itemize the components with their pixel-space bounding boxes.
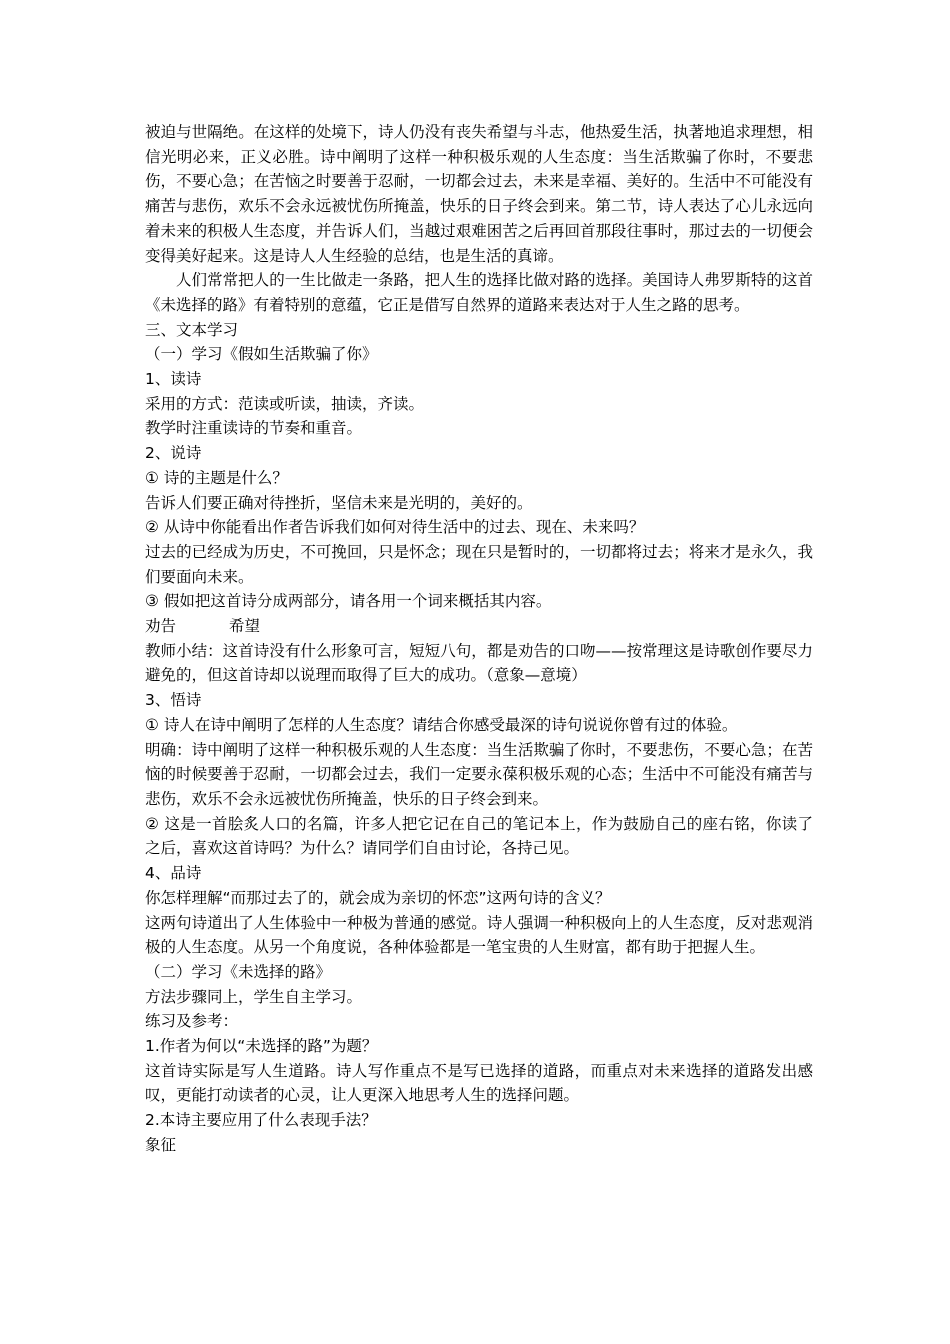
exercise-1-answer: 这首诗实际是写人生道路。诗人写作重点不是写已选择的道路，而重点对未来选择的道路发出感叹，更能打动读者的心灵，让人更深入地思考人生的选择问题。 bbox=[145, 1061, 813, 1105]
method-note: 方法步骤同上，学生自主学习。 bbox=[145, 987, 363, 1006]
part-heading-2: （二）学习《未选择的路》 bbox=[145, 962, 332, 981]
section-heading-3: 三、文本学习 bbox=[145, 320, 239, 339]
exercise-2-question: 2.本诗主要应用了什么表现手法？ bbox=[145, 1111, 377, 1130]
exercise-1-question: 1.作者为何以“未选择的路”为题？ bbox=[145, 1037, 378, 1056]
intro-paragraph-1: 被迫与世隔绝。在这样的处境下，诗人仍没有丧失希望与斗志，他热爱生活，执著地追求理想，相信光明必来，正义必胜。诗中阐明了这样一种积极乐观的人生态度：当生活欺骗了你时，不要悲伤，不要心急；在苦恼之时要善于忍耐，一切都会过去，未来是幸福、美好的。生活中不可能没有痛苦与悲伤，欢乐不会永远被忧伤所掩盖，快乐的日子终会到来。第二节，诗人表达了心儿永远向着未来的积极人生态度，并告诉人们，当越过艰难困苦之后再回首那段往事时，那过去的一切便会变得美好起来。这是诗人人生经验的总结，也是生活的真谛。 bbox=[145, 123, 813, 265]
intro-paragraph-2: 人们常常把人的一生比做走一条路，把人生的选择比做对路的选择。美国诗人弗罗斯特的这首《未选择的路》有着特别的意蕴，它正是借写自然界的道路来表达对于人生之路的思考。 bbox=[145, 271, 813, 314]
question-3: ③ 假如把这首诗分成两部分，请各用一个词来概括其内容。 bbox=[145, 592, 552, 611]
subheading-feel: 3、悟诗 bbox=[145, 691, 202, 710]
read-note: 教学时注重读诗的节奏和重音。 bbox=[145, 419, 363, 438]
answer-3 bbox=[145, 614, 813, 639]
read-method: 采用的方式：范读或听读，抽读，齐读。 bbox=[145, 394, 425, 413]
subheading-speak: 2、说诗 bbox=[145, 444, 202, 463]
question-4: ① 诗人在诗中阐明了怎样的人生态度？请结合你感受最深的诗句说说你曾有过的体验。 bbox=[145, 715, 738, 734]
subheading-taste: 4、品诗 bbox=[145, 864, 202, 883]
practice-heading: 练习及参考： bbox=[145, 1012, 239, 1031]
teacher-summary: 教师小结：这首诗没有什么形象可言，短短八句，都是劝告的口吻——按常理这是诗歌创作要尽力避免的，但这首诗却以说理而取得了巨大的成功。（意象—意境） bbox=[145, 641, 813, 685]
answer-3-word-2: 希望 bbox=[229, 617, 261, 636]
subheading-read: 1、读诗 bbox=[145, 370, 202, 389]
question-1: ① 诗的主题是什么？ bbox=[145, 468, 288, 487]
question-2: ② 从诗中你能看出作者告诉我们如何对待生活中的过去、现在、未来吗？ bbox=[145, 518, 645, 537]
answer-1: 告诉人们要正确对待挫折，坚信未来是光明的，美好的。 bbox=[145, 493, 533, 512]
answer-6: 这两句诗道出了人生体验中一种极为普通的感觉。诗人强调一种积极向上的人生态度，反对悲观消极的人生态度。从另一个角度说，各种体验都是一笔宝贵的人生财富，都有助于把握人生。 bbox=[145, 913, 813, 957]
question-6: 你怎样理解“而那过去了的，就会成为亲切的怀恋”这两句诗的含义？ bbox=[145, 888, 611, 907]
question-5: ② 这是一首脍炙人口的名篇，许多人把它记在自己的笔记本上，作为鼓励自己的座右铭，你读了之后，喜欢这首诗吗？为什么？请同学们自由讨论，各持己见。 bbox=[145, 814, 813, 858]
answer-4: 明确：诗中阐明了这样一种积极乐观的人生态度：当生活欺骗了你时，不要悲伤，不要心急；在苦恼的时候要善于忍耐，一切都会过去，我们一定要永葆积极乐观的心态；生活中不可能没有痛苦与悲伤，欢乐不会永远被忧伤所掩盖，快乐的日子终会到来。 bbox=[145, 740, 813, 808]
answer-3-word-1: 劝告 bbox=[145, 617, 177, 636]
part-heading-1: （一）学习《假如生活欺骗了你》 bbox=[145, 345, 378, 364]
exercise-2-answer: 象征 bbox=[145, 1135, 177, 1154]
answer-2: 过去的已经成为历史，不可挽回，只是怀念；现在只是暂时的，一切都将过去；将来才是永久，我们要面向未来。 bbox=[145, 542, 813, 586]
document-page bbox=[145, 120, 813, 1158]
